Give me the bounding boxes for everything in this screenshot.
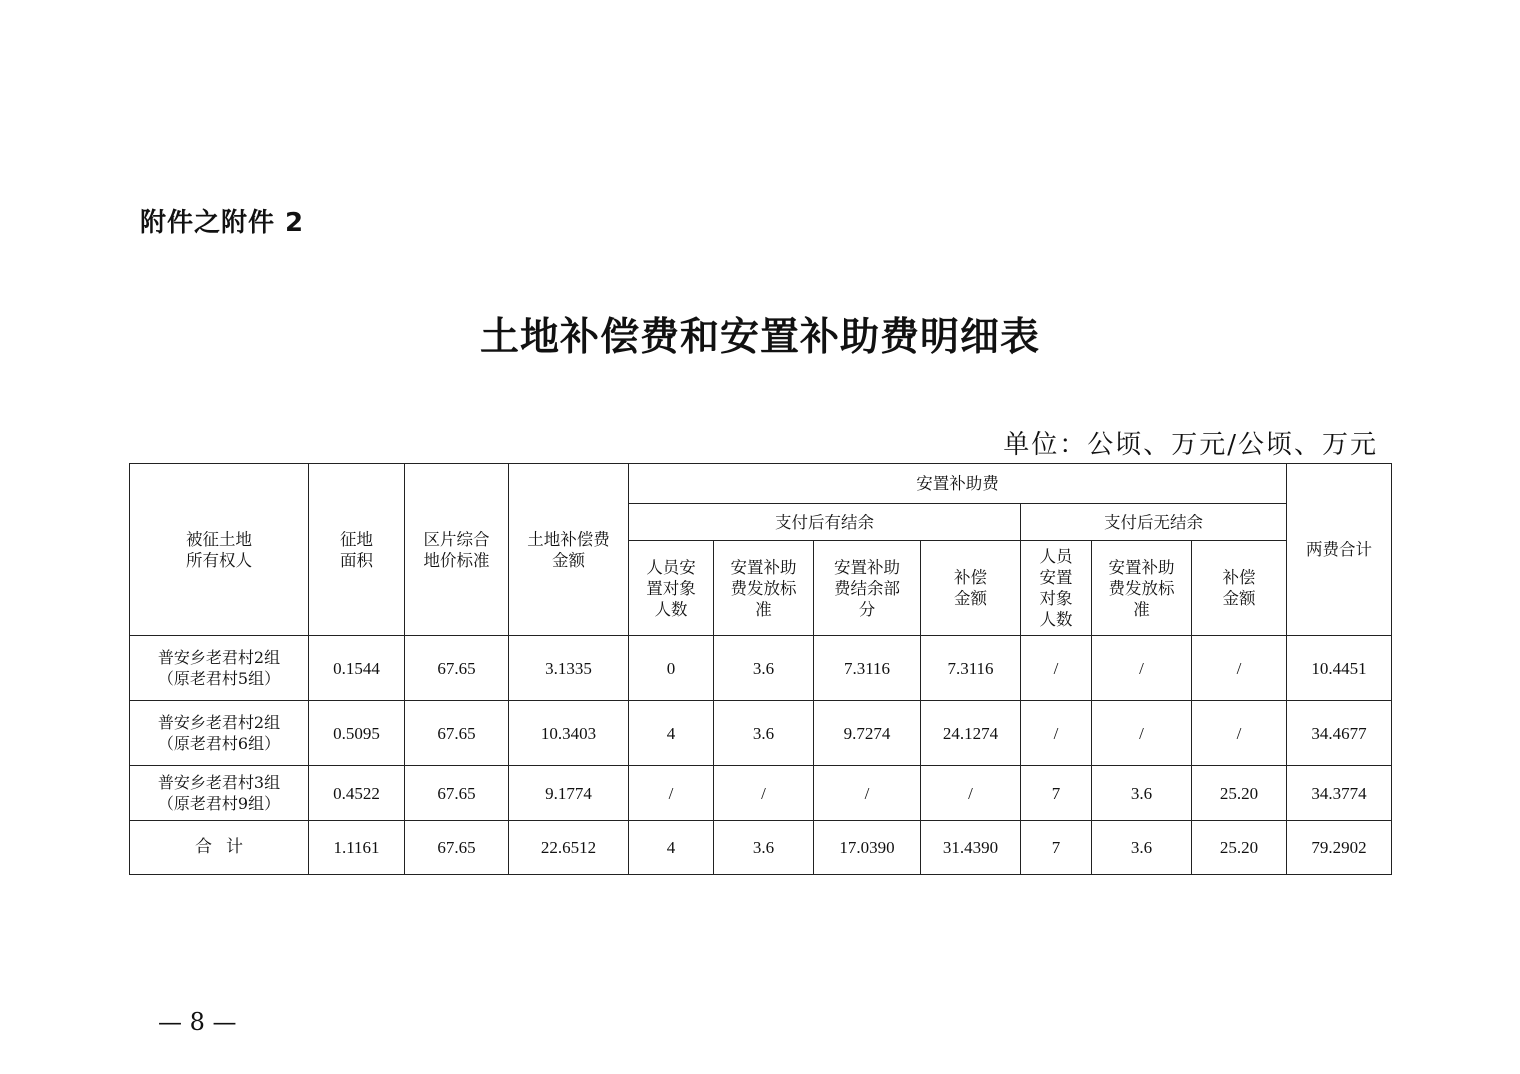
cell-wb-balance: / [814,766,921,821]
cell-owner: 普安乡老君村2组 （原老君村6组） [130,701,309,766]
total-grand: 79.2902 [1287,821,1392,875]
header-with-balance: 支付后有结余 [629,504,1021,541]
cell-wb-comp: 7.3116 [921,636,1021,701]
header-owner: 被征土地 所有权人 [130,464,309,636]
cell-nb-persons: / [1021,701,1092,766]
cell-nb-comp: / [1192,701,1287,766]
cell-wb-persons: 4 [629,701,714,766]
page-title: 土地补偿费和安置补助费明细表 [479,314,1040,360]
cell-wb-comp: 24.1274 [921,701,1021,766]
cell-wb-balance: 9.7274 [814,701,921,766]
total-wb-comp: 31.4390 [921,821,1021,875]
cell-wb-persons: 0 [629,636,714,701]
cell-land-comp-amount: 10.3403 [509,701,629,766]
cell-area: 0.1544 [309,636,405,701]
cell-total: 10.4451 [1287,636,1392,701]
cell-wb-standard: 3.6 [714,636,814,701]
header-resettlement-subsidy: 安置补助费 [629,464,1287,504]
cell-total: 34.3774 [1287,766,1392,821]
total-nb-comp: 25.20 [1192,821,1287,875]
table-row [130,636,1392,701]
cell-wb-balance: 7.3116 [814,636,921,701]
total-land-comp-amount: 22.6512 [509,821,629,875]
header-nb-persons: 人员 安置 对象 人数 [1021,541,1092,636]
cell-owner: 普安乡老君村3组 （原老君村9组） [130,766,309,821]
cell-nb-standard: / [1092,701,1192,766]
cell-land-comp-amount: 3.1335 [509,636,629,701]
header-price-standard: 区片综合 地价标准 [405,464,509,636]
cell-price-standard: 67.65 [405,766,509,821]
attachment-label: 附件之附件 2 [140,208,305,238]
header-nb-comp: 补偿 金额 [1192,541,1287,636]
page-number: — 8 — [158,1008,237,1036]
totals-row [130,821,1392,875]
header-wb-standard: 安置补助 费发放标 准 [714,541,814,636]
total-nb-standard: 3.6 [1092,821,1192,875]
cell-land-comp-amount: 9.1774 [509,766,629,821]
header-wb-persons: 人员安 置对象 人数 [629,541,714,636]
total-wb-persons: 4 [629,821,714,875]
cell-price-standard: 67.65 [405,701,509,766]
cell-nb-comp: / [1192,636,1287,701]
total-nb-persons: 7 [1021,821,1092,875]
compensation-detail-table [129,463,1392,875]
header-without-balance: 支付后无结余 [1021,504,1287,541]
header-land-comp-amount: 土地补偿费 金额 [509,464,629,636]
cell-wb-persons: / [629,766,714,821]
total-wb-balance: 17.0390 [814,821,921,875]
cell-area: 0.5095 [309,701,405,766]
cell-nb-standard: / [1092,636,1192,701]
totals-label: 合计 [130,821,309,875]
header-area: 征地 面积 [309,464,405,636]
table-row [130,766,1392,821]
cell-total: 34.4677 [1287,701,1392,766]
cell-price-standard: 67.65 [405,636,509,701]
cell-owner: 普安乡老君村2组 （原老君村5组） [130,636,309,701]
cell-nb-persons: / [1021,636,1092,701]
header-wb-comp: 补偿 金额 [921,541,1021,636]
cell-wb-standard: 3.6 [714,701,814,766]
header-nb-standard: 安置补助 费发放标 准 [1092,541,1192,636]
header-total: 两费合计 [1287,464,1392,636]
cell-nb-standard: 3.6 [1092,766,1192,821]
header-wb-balance: 安置补助 费结余部 分 [814,541,921,636]
cell-wb-comp: / [921,766,1021,821]
total-area: 1.1161 [309,821,405,875]
total-price-standard: 67.65 [405,821,509,875]
unit-note: 单位：公顷、万元/公顷、万元 [1003,430,1378,460]
cell-area: 0.4522 [309,766,405,821]
cell-nb-persons: 7 [1021,766,1092,821]
cell-wb-standard: / [714,766,814,821]
total-wb-standard: 3.6 [714,821,814,875]
cell-nb-comp: 25.20 [1192,766,1287,821]
table-row [130,701,1392,766]
